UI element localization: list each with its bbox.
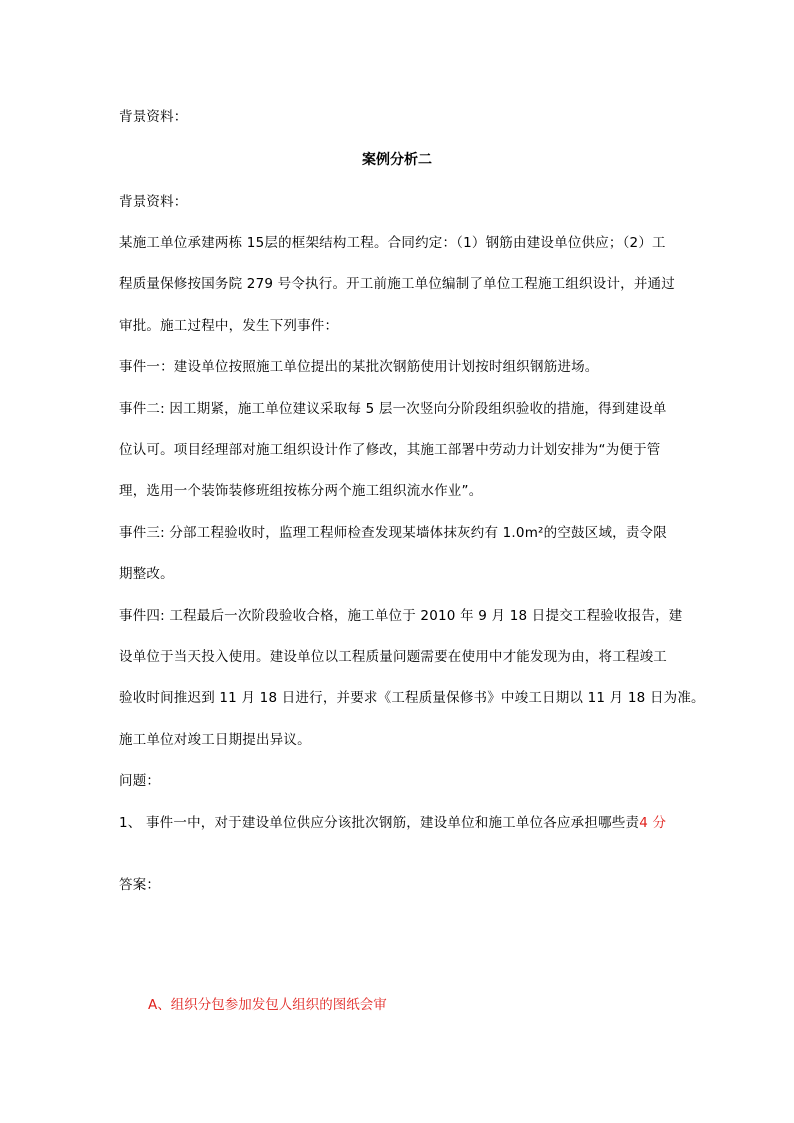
answer-option-a: A、组织分包参加发包人组织的图纸会审 <box>148 997 387 1013</box>
page-title: 案例分析二 <box>362 152 432 168</box>
event4-line-3: 验收时间推迟到 11 月 18 日进行，并要求《工程质量保修书》中竣工日期以 11 月 18 日为准。 <box>119 690 705 706</box>
event1-text: 事件一：建设单位按照施工单位提出的某批次钢筋使用计划按时组织钢筋进场。 <box>119 359 599 375</box>
event3-line-1: 事件三: 分部工程验收时，监理工程师检查发现某墙体抹灰约有 1.0m²的空鼓区域，责令限 <box>119 525 667 541</box>
event4-line-4: 施工单位对竣工日期提出异议。 <box>119 732 311 748</box>
background-label-top: 背景资料： <box>119 109 188 125</box>
event3-line-2: 期整改。 <box>119 566 174 582</box>
answer-label: 答案： <box>119 877 161 893</box>
question-1-score: 4 分 <box>639 815 667 831</box>
questions-label: 问题： <box>119 773 161 789</box>
event2-line-3: 理，选用一个装饰装修班组按栋分两个施工组织流水作业”。 <box>119 483 483 499</box>
event2-line-1: 事件二: 因工期紧，施工单位建议采取每 5 层一次竖向分阶段组织验收的措施，得到建设单 <box>119 401 667 417</box>
background-label: 背景资料： <box>119 194 188 210</box>
event2-line-2: 位认可。项目经理部对施工组织设计作了修改，其施工部署中劳动力计划安排为“为便于管 <box>119 442 661 458</box>
intro-line-3: 审批。施工过程中，发生下列事件： <box>119 318 339 334</box>
intro-line-2: 程质量保修按国务院 279 号令执行。开工前施工单位编制了单位工程施工组织设计，并通过 <box>119 276 675 292</box>
intro-line-1: 某施工单位承建两栋 15层的框架结构工程。合同约定：（1）钢筋由建设单位供应；（2）工 <box>119 235 666 251</box>
question-1 <box>119 814 666 832</box>
event4-line-1: 事件四: 工程最后一次阶段验收合格，施工单位于 2010 年 9 月 18 日提交工程验收报告，建 <box>119 608 683 624</box>
question-1-text: 1、 事件一中，对于建设单位供应分该批次钢筋，建设单位和施工单位各应承担哪些责 <box>119 815 640 831</box>
event4-line-2: 设单位于当天投入使用。建设单位以工程质量问题需要在使用中才能发现为由，将工程竣工 <box>119 649 667 665</box>
